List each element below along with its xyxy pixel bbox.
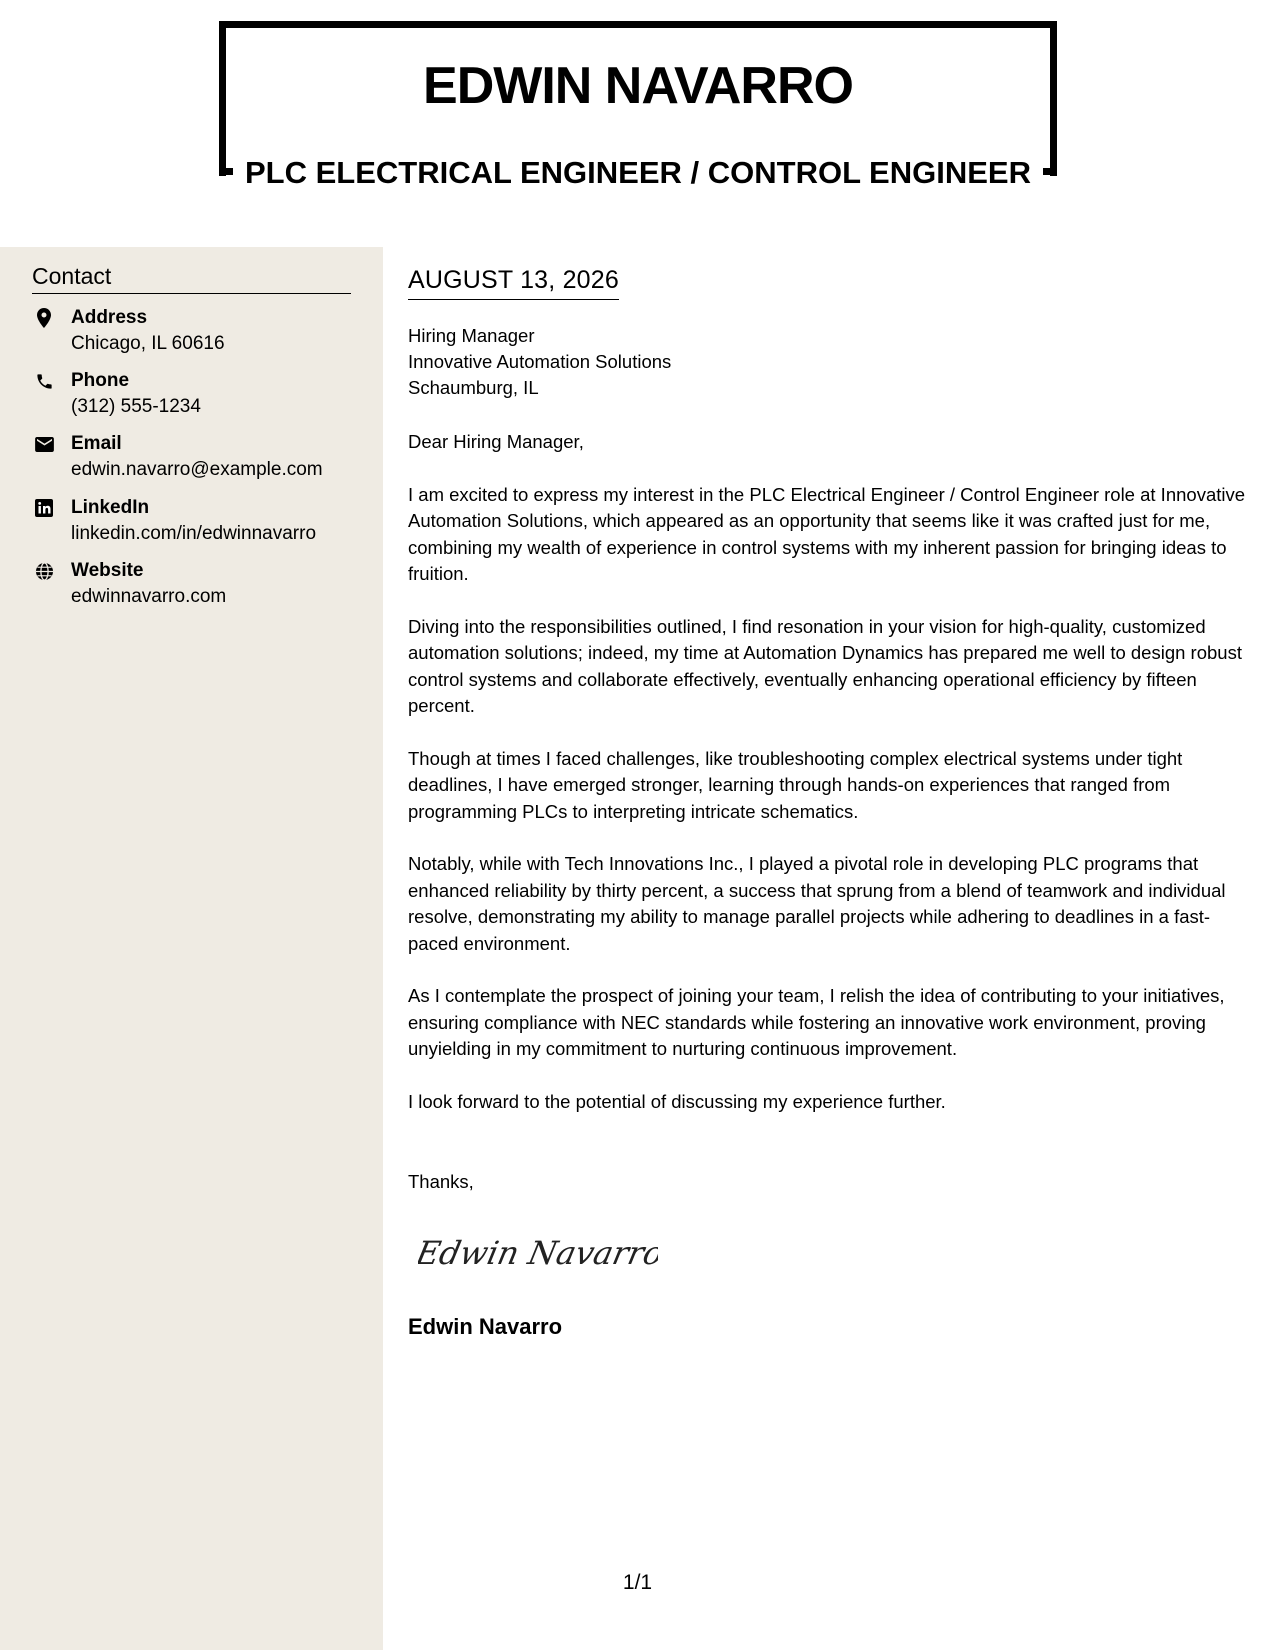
page-number: 1/1 <box>622 1571 653 1594</box>
handwritten-signature <box>418 1228 658 1283</box>
body-paragraph: Diving into the responsibilities outlined, I find resonation in your vision for high-quality, customized automation solutions; indeed, my time at Automation Dynamics has prepared me well to design robust control systems and collaborate effectively, eventually enhancing operational efficiency by fifteen percent. <box>408 615 1242 717</box>
linkedin-icon <box>34 498 54 518</box>
body-paragraph: Though at times I faced challenges, like troubleshooting complex electrical systems under tight deadlines, I have emerged stronger, learning through hands-on experiences that ranged from programming PLCs to interpreting intricate schematics. <box>408 747 1183 822</box>
phone-label: Phone <box>71 370 130 391</box>
job-title <box>219 155 1057 191</box>
signature-text: Edwin Navarro <box>418 1234 658 1272</box>
website-value: edwinnavarro.com <box>71 586 227 607</box>
address-value: Chicago, IL 60616 <box>71 333 225 354</box>
recipient-line: Hiring Manager <box>408 325 535 346</box>
envelope-icon <box>34 434 54 454</box>
email-label: Email <box>71 433 122 454</box>
linkedin-value: linkedin.com/in/edwinnavarro <box>71 523 317 544</box>
body-paragraph: Notably, while with Tech Innovations Inc., I played a pivotal role in developing PLC programs that enhanced reliability by thirty percent, a success that sprung from a blend of teamwork and individual resolve, demonstrating my ability to manage parallel projects while adhering to deadlines in a fast-paced environment. <box>408 853 1226 954</box>
recipient-block <box>408 323 671 401</box>
website-label: Website <box>71 560 144 581</box>
salutation: Dear Hiring Manager, <box>408 431 584 452</box>
phone-value: (312) 555-1234 <box>71 396 201 417</box>
contact-heading: Contact <box>32 262 351 294</box>
address-label: Address <box>71 307 148 328</box>
letter-body <box>408 429 1248 1142</box>
location-pin-icon <box>34 308 54 328</box>
linkedin-label: LinkedIn <box>71 497 150 518</box>
body-paragraph: I am excited to express my interest in the PLC Electrical Engineer / Control Engineer role at Innovative Automation Solutions, which appeared as an opportunity that seems like it was crafted just for me, combining my wealth of experience in control systems with my inherent passion for bringing ideas to fruition. <box>408 483 1246 585</box>
job-title-text: PLC ELECTRICAL ENGINEER / CONTROL ENGINEER <box>233 155 1043 190</box>
globe-icon <box>34 561 54 581</box>
closing: Thanks, <box>408 1171 474 1192</box>
body-paragraph: I look forward to the potential of discussing my experience further. <box>408 1091 946 1113</box>
letter-date: AUGUST 13, 2026 <box>408 265 619 300</box>
applicant-name: EDWIN NAVARRO <box>423 57 853 115</box>
recipient-line: Innovative Automation Solutions <box>408 351 672 372</box>
phone-icon <box>34 371 54 391</box>
email-value: edwin.navarro@example.com <box>71 459 323 480</box>
signer-name: Edwin Navarro <box>408 1314 563 1339</box>
recipient-line: Schaumburg, IL <box>408 377 539 398</box>
body-paragraph: As I contemplate the prospect of joining your team, I relish the idea of contributing to your initiatives, ensuring compliance with NEC standards while fostering an innovative work environment, proving unyielding in my commitment to nurturing continuous improvement. <box>408 985 1225 1060</box>
